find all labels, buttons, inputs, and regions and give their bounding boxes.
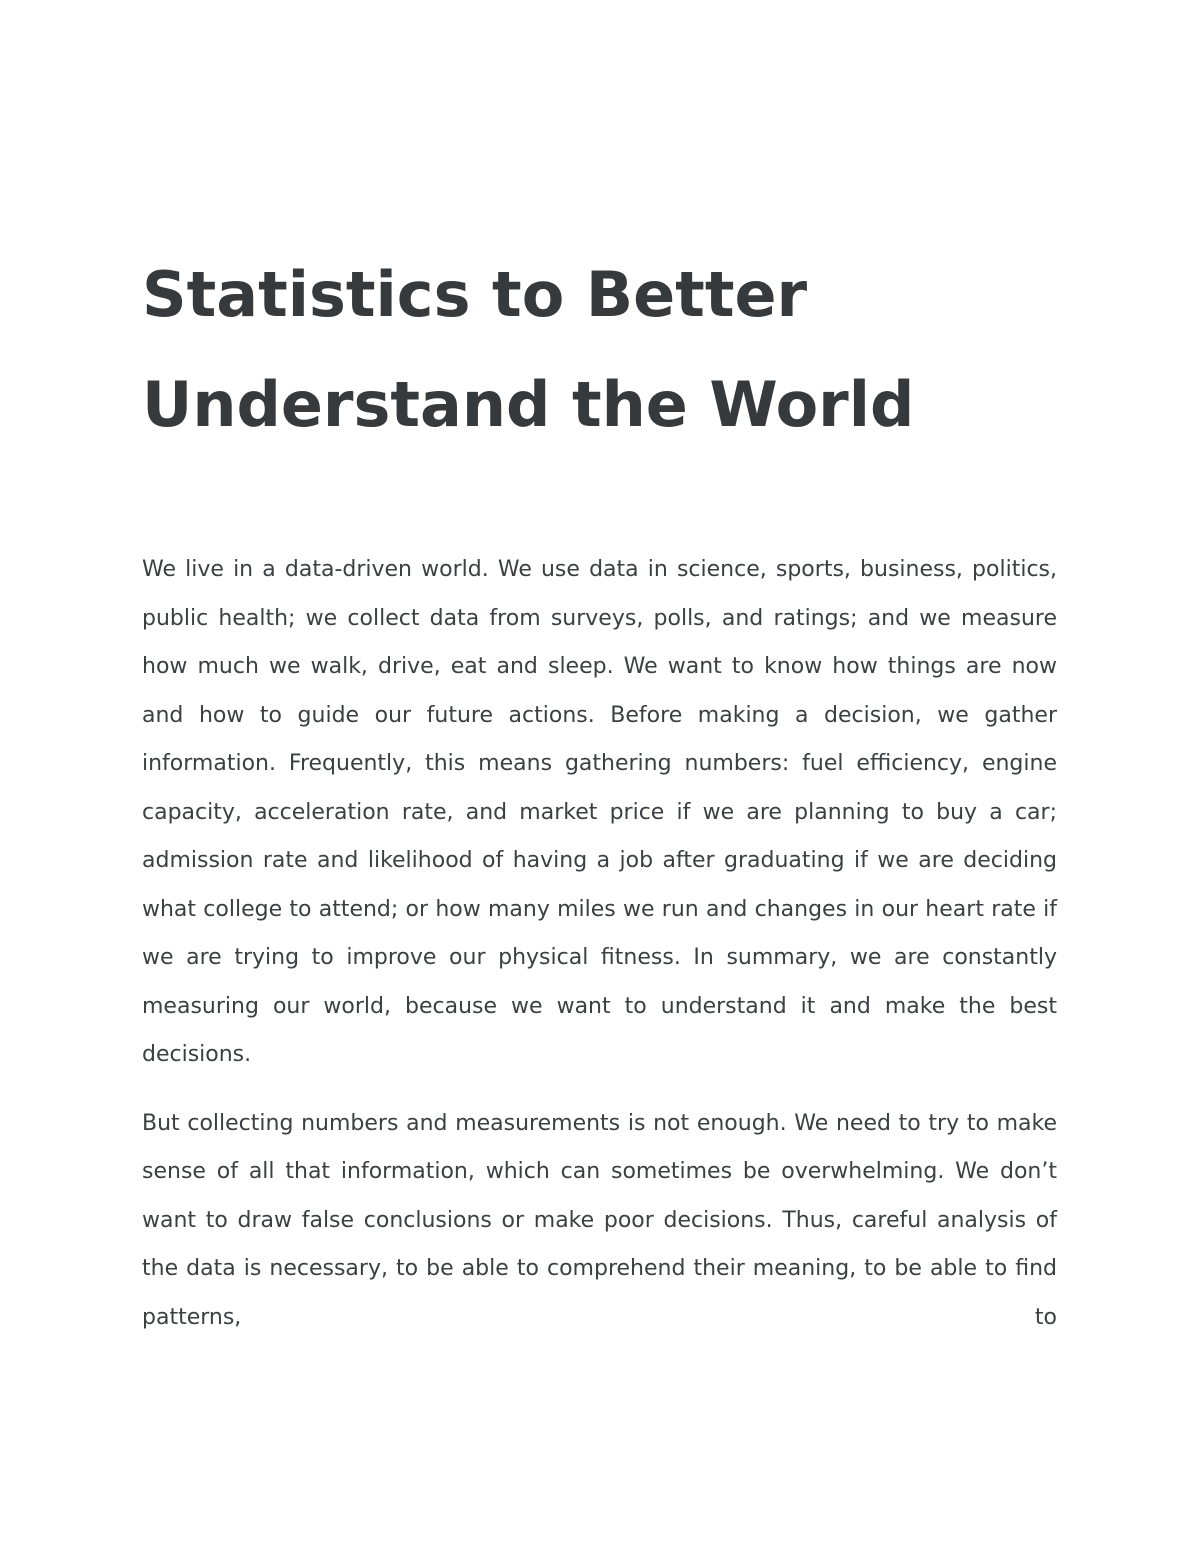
document-title [142, 240, 1057, 460]
paragraph-2: But collecting numbers and measurements is not enough. We need to try to make sense of all that information, which can sometimes be overwhelming. We don’t want to draw false conclusions or make poor decisions. Thus, careful analysis of the data is necessary, to be able to comprehend their meaning, to be able to find patterns, to [142, 1110, 1057, 1330]
title-line-2: Understand the World [142, 368, 915, 441]
paragraph-1: We live in a data-driven world. We use data in science, sports, business, politics, public health; we collect data from surveys, polls, and ratings; and we measure how much we walk, drive, eat and sleep. We want to know how things are now and how to guide our future actions. Before making a decision, we gather information. Frequently, this means gathering numbers: fuel efficiency, engine capacity, acceleration rate, and market price if we are planning to buy a car; admission rate and likelihood of having a job after graduating if we are deciding what college to attend; or how many miles we run and changes in our heart rate if we are trying to improve our physical fitness. In summary, we are constantly measuring our world, because we want to understand it and make the best decisions. [142, 557, 1057, 1067]
document-page [142, 240, 1057, 1342]
document-body [142, 546, 1057, 1342]
title-line-1: Statistics to Better [142, 258, 808, 331]
